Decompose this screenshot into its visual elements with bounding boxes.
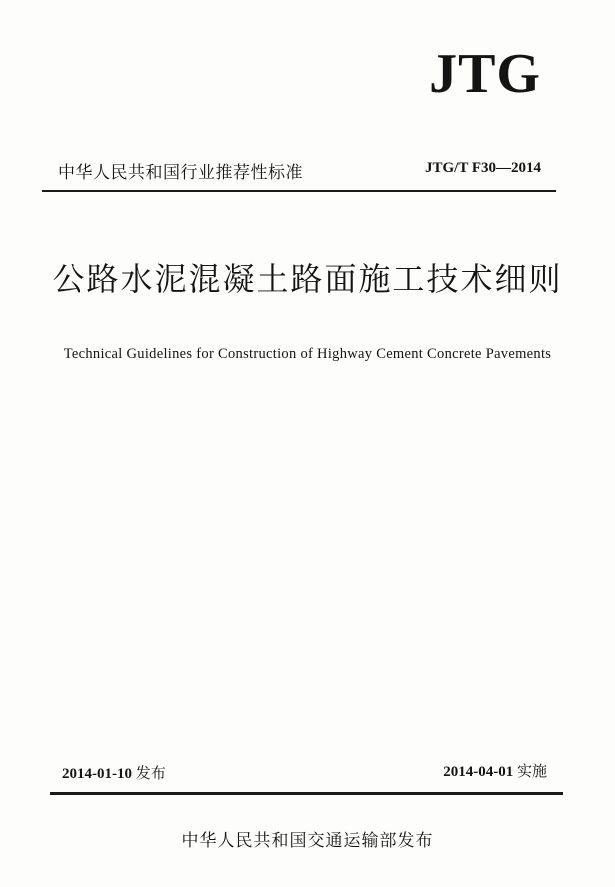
document-title-english: Technical Guidelines for Construction of Highway Cement Concrete Pavements [63, 346, 552, 362]
document-title-chinese: 公路水泥混凝土路面施工技术细则 [52, 260, 563, 298]
publisher: 中华人民共和国交通运输部发布 [181, 831, 434, 851]
implementation-label: 实施 [516, 762, 547, 780]
standard-category: 中华人民共和国行业推荐性标准 [58, 163, 303, 183]
standard-code: JTG/T F30—2014 [425, 160, 541, 176]
issue-date-block [62, 762, 166, 783]
implementation-date: 2014-04-01 [443, 764, 514, 780]
jtg-logo: JTG [429, 43, 541, 105]
top-divider [42, 190, 556, 192]
issue-label: 发布 [135, 764, 166, 782]
issue-date: 2014-01-10 [62, 766, 132, 782]
implementation-date-block [443, 760, 547, 781]
bottom-divider [50, 792, 563, 795]
